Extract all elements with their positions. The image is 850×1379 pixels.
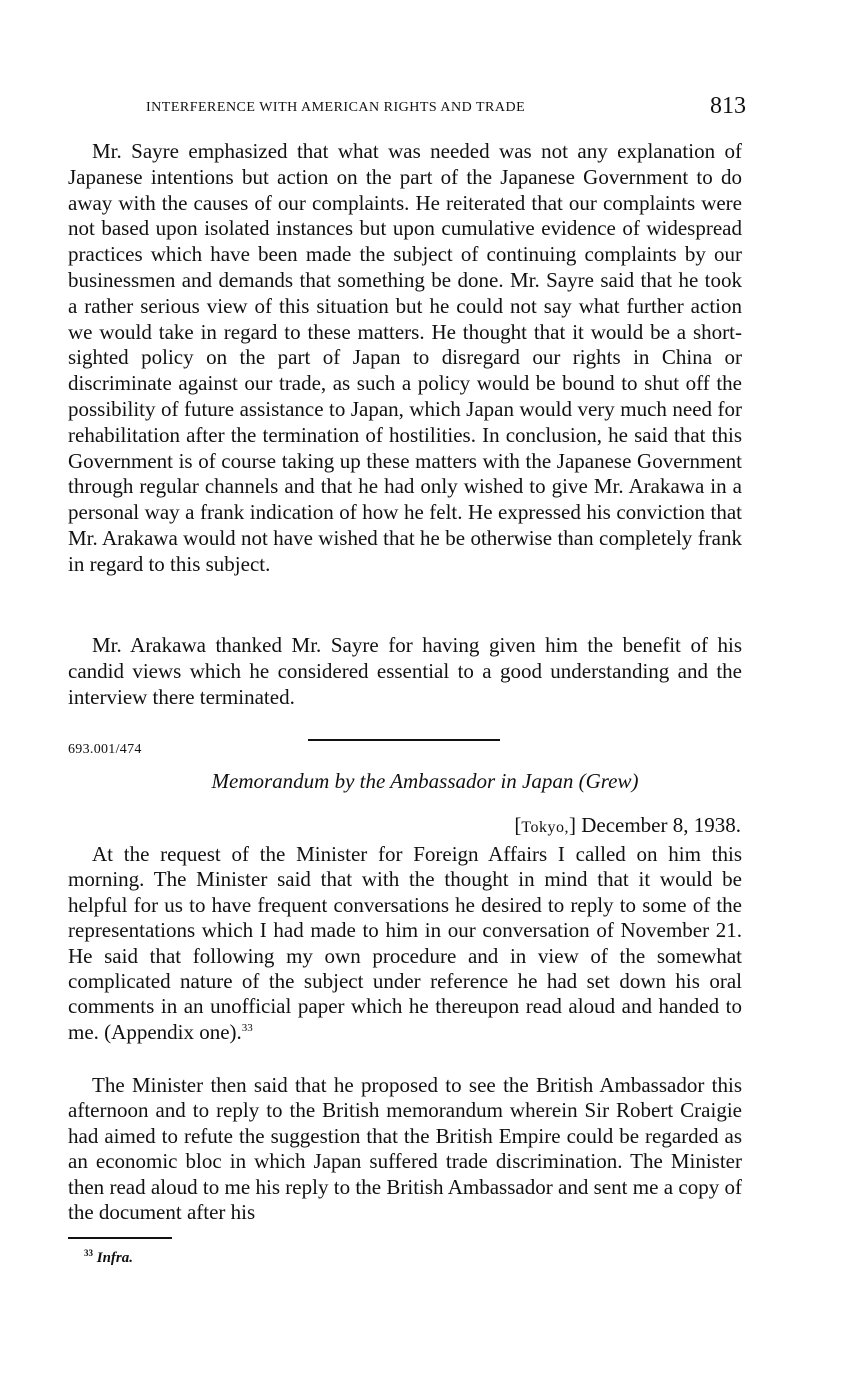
running-title: INTERFERENCE WITH AMERICAN RIGHTS AND TRADE [146,100,526,115]
document-title: Memorandum by the Ambassador in Japan (Grew) [211,769,639,793]
footnote-reference: 33 [241,1021,253,1034]
dateline-place: Tokyo, [521,819,569,836]
memorandum-paragraph-2 [68,1073,742,1225]
page-number: 813 [710,93,746,119]
memorandum-paragraph-1 [68,842,742,1045]
dateline-date: December 8, 1938. [581,813,741,837]
footnote [84,1250,133,1267]
file-number: 693.001/474 [68,742,142,757]
paragraph-body: At the request of the Minister for Foreign Affairs I called on him this morning. The Minister said that with the thought in mind that it would be helpful for us to have frequent conversations he desired to reply to some of the representations which I had made to him in our conversation of November 21. He said that following my own procedure and in view of the somewhat complicated nature of the subject under reference he had set down his oral comments in an unofficial paper which he thereupon read aloud and handed to me. (Appendix one). [68,842,742,1044]
paragraph-text [68,842,742,1045]
footnote-marker: 33 [84,1248,93,1258]
section-divider [308,739,500,741]
paragraph-text: The Minister then said that he proposed to see the British Ambassador this afternoon and to reply to the British memorandum wherein Sir Robert Craigie had aimed to refute the suggestion that the British Empire could be regarded as an economic bloc in which Japan suffered trade discrimination. The Minister then read aloud to me his reply to the British Ambassador and sent me a copy of the document after his [68,1073,742,1225]
paragraph-text: Mr. Sayre emphasized that what was needed was not any explanation of Japanese intentions but action on the part of the Japanese Government to do away with the causes of our complaints. He reiterated that our complaints were not based upon isolated instances but upon cumulative evidence of widespread practices which have been made the subject of continuing complaints by our businessmen and demands that something be done. Mr. Sayre said that he took a rather serious view of this situation but he could not say what further action we would take in regard to these matters. He thought that it would be a short-sighted policy on the part of Japan to disregard our rights in China or discriminate against our trade, as such a policy would be bound to shut off the possibility of future assistance to Japan, which Japan would very much need for rehabilitation after the termination of hostilities. In conclusion, he said that this Government is of course taking up these matters with the Japanese Government through regular channels and that he had only wished to give Mr. Arakawa in a personal way a frank indication of how he felt. He expressed his conviction that Mr. Arakawa would not have wished that he be otherwise than completely frank in regard to this subject. [68,139,742,576]
dateline: [Tokyo,] December 8, 1938. [514,813,741,837]
footnote-rule [68,1237,172,1239]
footnote-text: Infra. [96,1250,134,1266]
paragraph-text: Mr. Arakawa thanked Mr. Sayre for having given him the benefit of his candid views which he considered essential to a good understanding and the interview there terminated. [68,633,742,709]
running-head [146,93,746,123]
continuation-paragraph-2 [68,633,742,710]
continuation-paragraph-1 [68,139,742,578]
